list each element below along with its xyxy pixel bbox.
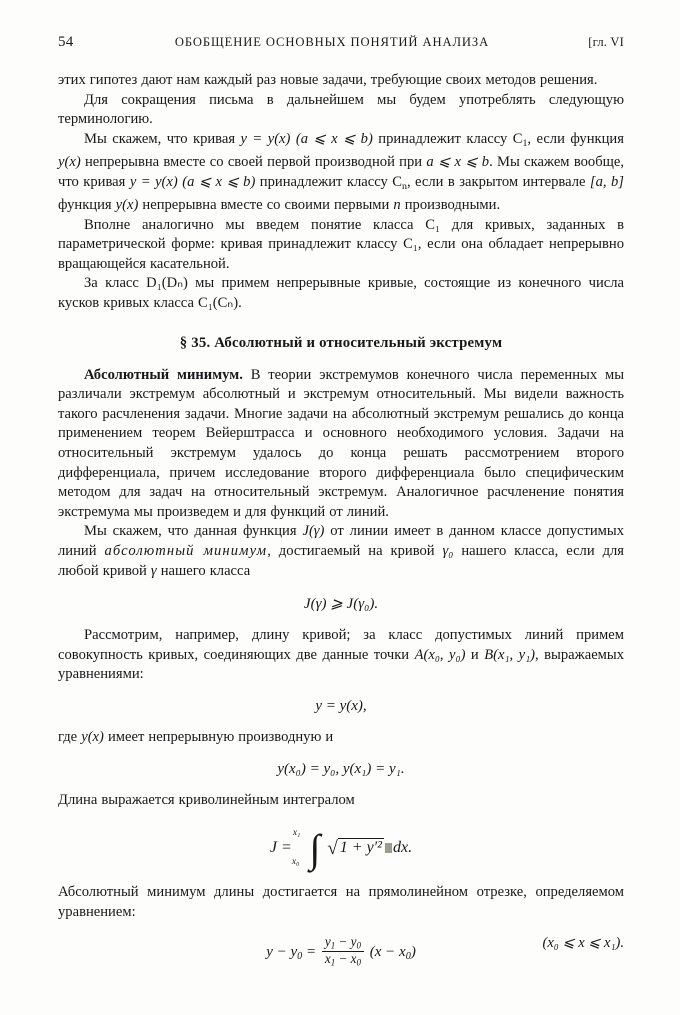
p3-text-c: , если функция [527, 130, 624, 147]
p7-math-gamma0: γ₀ [442, 543, 454, 559]
page-number: 54 [58, 34, 74, 50]
p3-text-j: производными. [400, 197, 501, 214]
paragraph-5: За класс D₁(Dₙ) мы примем непрерывные кривые, состоящие из конечного числа кусков кривых класса C₁(Cₙ). [58, 275, 624, 312]
p3-math-bracket: [a, b] [589, 173, 624, 190]
section-heading: § 35. Абсолютный и относительный экстремум [179, 334, 503, 351]
eq4-differential: dx. [392, 838, 413, 856]
paragraph-10: Длина выражается криволинейным интегралом [58, 791, 355, 808]
p3-text-b: принадлежит классу C [378, 130, 523, 147]
radical-sign-icon: √ [327, 837, 338, 859]
p9-text-a: где [58, 728, 82, 745]
p9-math-yx: y(x) [81, 728, 104, 745]
p8-text-b: и [465, 646, 485, 663]
paragraph-11: Абсолютный минимум длины достигается на прямолинейном отрезке, определяемом уравнением: [58, 884, 624, 920]
eq4-lower-limit: x₀ [291, 857, 300, 868]
paragraph-1: этих гипотез дают нам каждый раз новые задачи, требующие своих методов решения. [58, 72, 598, 88]
eq4-lhs: J = [269, 838, 292, 856]
eq4-upper-limit: x₁ [292, 828, 301, 839]
paragraph-9 [58, 728, 624, 748]
p3-text-g: , если в закрытом интервале [406, 173, 590, 190]
p3-math-yx: y(x) [58, 154, 81, 171]
p3-math-interval2: (a ⩽ x ⩽ b) [182, 173, 256, 190]
eq5-condition: (x₀ ⩽ x ⩽ x₁). [542, 935, 624, 952]
lead-in-absolute-minimum: Абсолютный минимум. [84, 366, 243, 383]
p3-text-i: непрерывна вместе со своими первыми [138, 197, 394, 214]
eq5-fraction [322, 935, 364, 967]
eq5-denominator: $x_1 - x_0$ [322, 951, 364, 968]
p3-math-n: n [393, 197, 401, 214]
p3-text-f: принадлежит классу C [255, 173, 402, 190]
p7-math-J: J(γ) [302, 523, 325, 540]
p7-text-c: , достигаемый на кривой [267, 543, 443, 559]
eq5-rhs: $(x - x_0)$ [369, 943, 416, 962]
p3-math-interval: (a ⩽ x ⩽ b) [295, 130, 373, 147]
p9-text-b: имеет непрерывную производную и [103, 728, 334, 745]
eq4-integrand: 1 + y′² [339, 838, 382, 856]
equation-3: y(x₀) = y₀, y(x₁) = y₁. [277, 760, 405, 777]
p7-text-b: от линии имеет в данном классе допустимых линий [58, 523, 624, 559]
eq4-radical [327, 837, 384, 859]
running-title: ОБОБЩЕНИЕ ОСНОВНЫХ ПОНЯТИЙ АНАЛИЗА [174, 35, 490, 49]
p3-math-cond: a ⩽ x ⩽ b [426, 154, 490, 171]
p3-math-curve2: y = y(x) [129, 173, 178, 190]
paragraph-3 [58, 130, 624, 216]
paragraph-4: Вполне аналогично мы введем понятие класса C₁ для кривых, заданных в параметрической форме: кривая принадлежит классу C₁, если она обладает непрерывно вращающейся касательной. [58, 216, 624, 272]
p8-text-c: , выражаемых уравнениями: [58, 646, 625, 683]
p8-math-pointB: B(x₁, y₁) [484, 646, 536, 663]
p7-math-gamma: γ [150, 562, 157, 579]
eq5-numerator: $y_1 - y_0$ [324, 934, 362, 951]
equation-4-integral [58, 825, 624, 871]
p3-math-curve: y = y(x) [240, 130, 291, 147]
paragraph-6 [58, 366, 624, 523]
p7-text-e: нашего класса [156, 562, 251, 579]
paragraph-2: Для сокращения письма в дальнейшем мы будем употреблять следующую терминологию. [58, 91, 624, 128]
p3-text-d: непрерывна вместе со своей первой производной при [80, 154, 427, 171]
equation-1: J(γ) ⩾ J(γ₀). [303, 596, 379, 613]
p3-text-e: . Мы скажем вообще, что кривая [58, 154, 624, 190]
equation-5 [58, 935, 624, 967]
equation-2: y = y(x), [315, 697, 367, 714]
ink-blot [385, 843, 392, 853]
p3-text-h: функция [58, 197, 116, 214]
chapter-reference: [гл. VI [588, 35, 624, 49]
p7-italic-term: абсолютный минимум [104, 543, 268, 559]
running-head [58, 34, 624, 51]
p7-text-a: Мы скажем, что данная функция [84, 523, 303, 540]
p3-text-a: Мы скажем, что кривая [84, 130, 241, 147]
paragraph-8 [58, 626, 624, 685]
p7-text-d: нашего класса, если для любой кривой [58, 543, 624, 579]
p8-text-a: Рассмотрим, например, длину кривой; за класс допустимых линий примем совокупность кривых, соединяющих две данные точки [58, 627, 624, 663]
integral-sign-icon: ∫ [309, 825, 321, 871]
page-content [58, 34, 624, 973]
eq5-lhs: $y - y_0$ = [266, 943, 317, 962]
eq4-limits [292, 829, 301, 868]
paragraph-7 [58, 522, 624, 581]
paragraph-6-text: В теории экстремумов конечного числа переменных мы различали экстремум абсолютный и экстремум относительный. Мы видели важность такого расчленения задачи. Многие задачи на абсолютный экстремум решались до конца применением теорем Вейерштрасса и основного необходимого условия. Задачи на относительный экстремум удалось до конца решать рассмотрением второго дифференциала, причем исследование второго дифференциала было специфическим методом для задач на относительный экстремум. Аналогичное расчленение понятия экстремума мы произведем и для функций от линий. [58, 366, 624, 520]
p8-math-pointA: A(x₀, y₀) [414, 646, 466, 663]
p3-class-sub: 1 [522, 137, 528, 149]
p3-class-subn: n [402, 180, 407, 192]
p3-math-yx2: y(x) [115, 197, 139, 214]
